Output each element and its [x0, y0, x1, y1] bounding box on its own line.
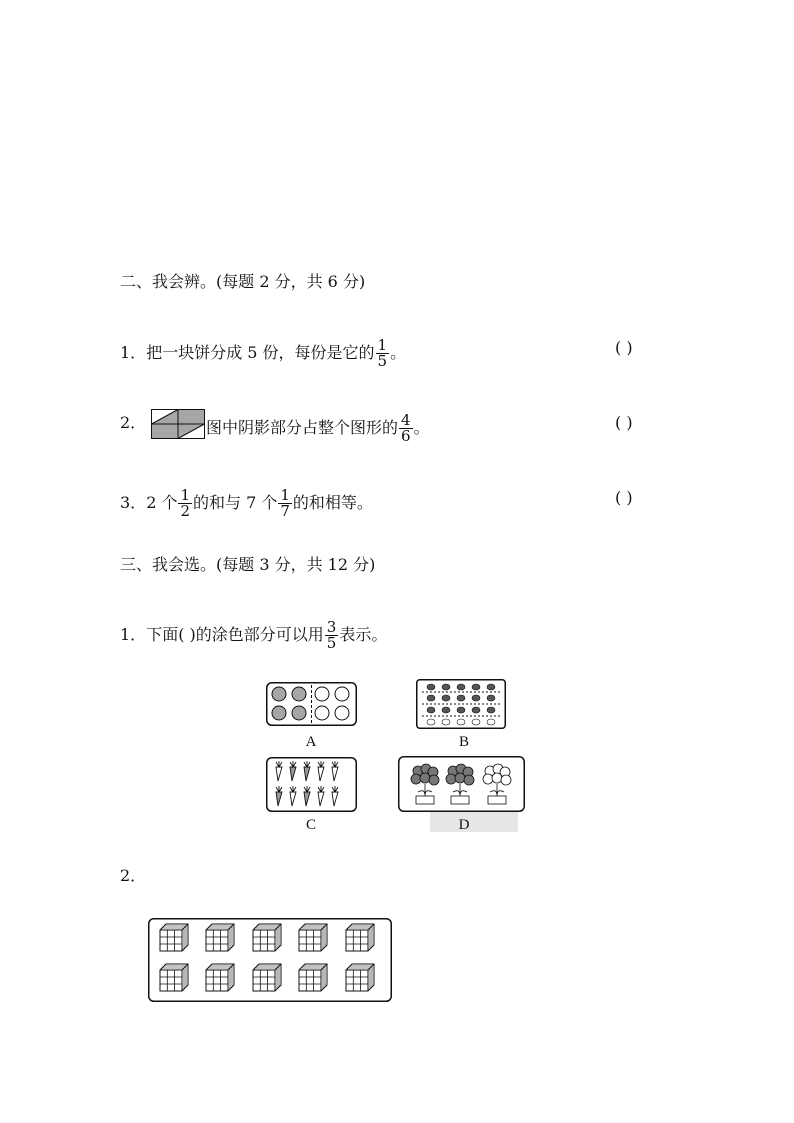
- q2-1-fraction: [376, 338, 390, 369]
- q3-1-number: 1．: [120, 625, 147, 644]
- q2-1-answer-blank[interactable]: ( ): [615, 338, 633, 357]
- fraction-denominator: 7: [280, 502, 290, 520]
- q3-2-number: 2．: [120, 866, 147, 885]
- fraction-denominator: 5: [377, 352, 388, 370]
- option-b-figure[interactable]: [416, 679, 506, 729]
- fraction-denominator: 2: [180, 502, 191, 520]
- q3-1-tail: 表示。: [339, 625, 388, 644]
- cubes-figure: [148, 918, 392, 1002]
- fraction-numerator: 1: [280, 486, 290, 504]
- fraction-denominator: 5: [326, 634, 337, 652]
- q3-1-text: 下面( )的涂色部分可以用: [146, 625, 324, 644]
- option-a-label: A: [305, 734, 317, 750]
- q2-2-text: 图中阴影部分占整个图形的: [206, 418, 399, 437]
- option-c-figure[interactable]: [266, 757, 357, 812]
- q2-3-answer-blank[interactable]: ( ): [615, 488, 633, 507]
- fraction-numerator: 4: [401, 411, 411, 429]
- q2-3-text-a: 2 个: [146, 493, 178, 512]
- shaded-rectangle-figure: [151, 409, 205, 439]
- q2-3-number: 3．: [120, 493, 147, 512]
- q2-3-fraction-1: [178, 488, 192, 519]
- option-a-figure[interactable]: [266, 682, 357, 726]
- q2-2-answer-blank[interactable]: ( ): [615, 413, 633, 432]
- section-3-title: 三、我会选。(每题 3 分，共 12 分): [120, 555, 376, 574]
- fraction-numerator: 3: [326, 618, 337, 636]
- q2-3-fraction-2: [278, 488, 292, 519]
- q2-1-text: 把一块饼分成 5 份，每份是它的: [146, 343, 375, 362]
- option-d-figure[interactable]: [398, 756, 525, 812]
- section-2-title: 二、我会辨。(每题 2 分，共 6 分): [120, 272, 366, 291]
- fraction-denominator: 6: [401, 427, 411, 445]
- fraction-numerator: 1: [180, 486, 191, 504]
- q2-2-number: 2．: [120, 413, 147, 432]
- option-d-label: D: [458, 817, 470, 833]
- q3-1-fraction: [325, 620, 339, 651]
- q2-3-text-b: 的和与 7 个: [193, 493, 278, 512]
- option-b-label: B: [458, 734, 469, 750]
- q2-1: [120, 338, 406, 369]
- q2-2: [206, 413, 430, 444]
- fraction-numerator: 1: [377, 336, 388, 354]
- q3-1: [120, 620, 387, 651]
- q2-1-number: 1．: [120, 343, 147, 362]
- q2-1-tail: 。: [390, 343, 407, 362]
- faded-label-background: [430, 812, 518, 832]
- q2-2-fraction: [399, 413, 413, 444]
- option-c-label: C: [305, 817, 316, 833]
- q2-3: [120, 488, 373, 519]
- q2-3-tail: 的和相等。: [292, 493, 373, 512]
- q2-2-tail: 。: [413, 418, 430, 437]
